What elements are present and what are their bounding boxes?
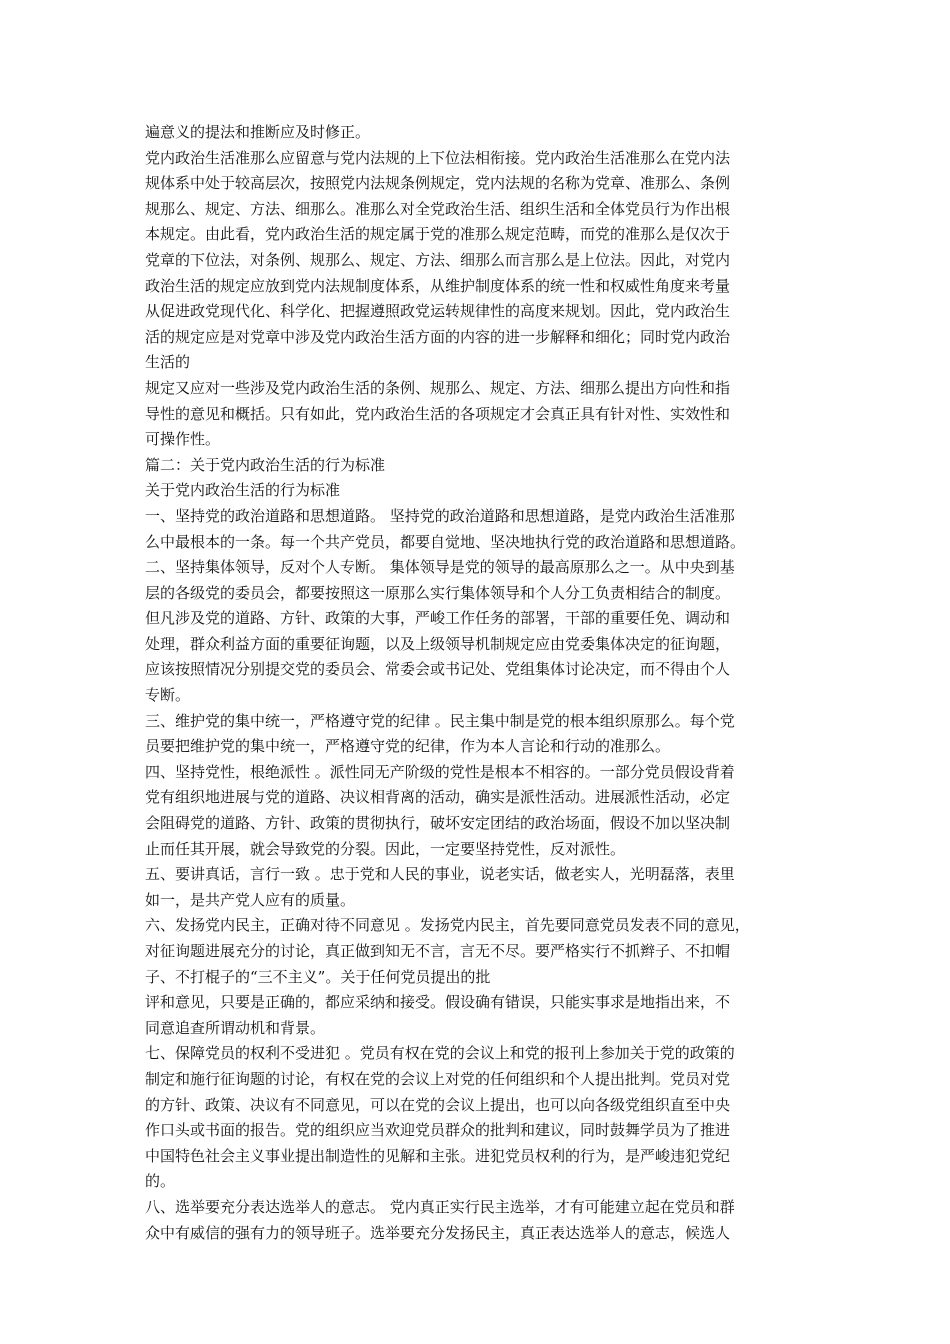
text-line: 众中有威信的强有力的领导班子。选举要充分发扬民主，真正表达选举人的意志，候选人	[145, 1223, 731, 1242]
text-line: 的方针、政策、决议有不同意见，可以在党的会议上提出，也可以向各级党组织直至中央	[145, 1095, 731, 1114]
text-line: 五、要讲真话，言行一致 。忠于党和人民的事业，说老实话，做老实人，光明磊落，表里	[145, 865, 735, 884]
text-line: 中国特色社会主义事业提出制造性的见解和主张。进犯党员权利的行为，是严峻违犯党纪	[145, 1146, 731, 1165]
text-line: 会阻碍党的道路、方针、政策的贯彻执行，破坏安定团结的政治场面，假设不加以坚决制	[145, 814, 731, 833]
text-line: 生活的	[145, 353, 191, 372]
text-line: 二、坚持集体领导，反对个人专断。 集体领导是党的领导的最高原那么之一。从中央到基	[145, 558, 735, 577]
text-line: 导性的意见和概括。只有如此，党内政治生活的各项规定才会真正具有针对性、实效性和	[145, 404, 731, 423]
text-line: 规体系中处于较高层次，按照党内法规条例规定，党内法规的名称为党章、准那么、条例	[145, 174, 731, 193]
text-line: 规定又应对一些涉及党内政治生活的条例、规那么、规定、方法、细那么提出方向性和指	[145, 378, 731, 397]
text-line: 关于党内政治生活的行为标准	[145, 481, 341, 500]
text-line: 党内政治生活准那么应留意与党内法规的上下位法相衔接。党内政治生活准那么在党内法	[145, 148, 731, 167]
text-line: 活的规定应是对党章中涉及党内政治生活方面的内容的进一步解释和细化；同时党内政治	[145, 327, 731, 346]
text-line: 止而任其开展，就会导致党的分裂。因此，一定要坚持党性，反对派性。	[145, 839, 626, 858]
text-line: 可操作性。	[145, 430, 221, 449]
text-line: 作口头或书面的报告。党的组织应当欢迎党员群众的批判和建议，同时鼓舞学员为了推进	[145, 1121, 731, 1140]
text-line: 层的各级党的委员会，都要按照这一原那么实行集体领导和个人分工负责相结合的制度。	[145, 583, 731, 602]
text-line: 么中最根本的一条。每一个共产党员，都要自觉地、坚决地执行党的政治道路和思想道路。	[145, 532, 746, 551]
text-line: 规那么、规定、方法、细那么。准那么对全党政治生活、组织生活和全体党员行为作出根	[145, 199, 731, 218]
text-line: 六、发扬党内民主，正确对待不同意见 。发扬党内民主，首先要同意党员发表不同的意见，	[145, 916, 750, 935]
text-line: 三、维护党的集中统一，严格遵守党的纪律 。民主集中制是党的根本组织原那么。每个党	[145, 711, 735, 730]
text-line: 制定和施行征询题的讨论，有权在党的会议上对党的任何组织和个人提出批判。党员对党	[145, 1069, 731, 1088]
text-line: 七、保障党员的权利不受进犯 。党员有权在党的会议上和党的报刊上参加关于党的政策的	[145, 1044, 735, 1063]
text-line: 员要把维护党的集中统一，严格遵守党的纪律，作为本人言论和行动的准那么。	[145, 737, 671, 756]
text-line: 篇二：关于党内政治生活的行为标准	[145, 455, 386, 474]
text-line: 政治生活的规定应放到党内法规制度体系，从维护制度体系的统一性和权威性角度来考量	[145, 276, 731, 295]
text-line: 党章的下位法，对条例、规那么、规定、方法、细那么而言那么是上位法。因此，对党内	[145, 250, 731, 269]
text-line: 党有组织地进展与党的道路、决议相背离的活动，确实是派性活动。进展派性活动，必定	[145, 788, 731, 807]
text-line: 评和意见，只要是正确的，都应采纳和接受。假设确有错误，只能实事求是地指出来，不	[145, 993, 731, 1012]
text-line: 如一，是共产党人应有的质量。	[145, 890, 356, 909]
text-line: 但凡涉及党的道路、方针、政策的大事，严峻工作任务的部署，干部的重要任免、调动和	[145, 609, 731, 628]
text-line: 应该按照情况分别提交党的委员会、常委会或书记处、党组集体讨论决定，而不得由个人	[145, 660, 731, 679]
text-line: 本规定。由此看，党内政治生活的规定属于党的准那么规定范畴，而党的准那么是仅次于	[145, 225, 731, 244]
text-line: 四、坚持党性，根绝派性 。派性同无产阶级的党性是根本不相容的。一部分党员假设背着	[145, 762, 735, 781]
text-line: 一、坚持党的政治道路和思想道路。 坚持党的政治道路和思想道路，是党内政治生活准那	[145, 506, 735, 525]
text-line: 八、选举要充分表达选举人的意志。 党内真正实行民主选举，才有可能建立起在党员和群	[145, 1197, 735, 1216]
text-line: 同意追查所谓动机和背景。	[145, 1018, 326, 1037]
text-line: 专断。	[145, 686, 191, 705]
text-line: 遍意义的提法和推断应及时修正。	[145, 123, 371, 141]
document-page	[145, 120, 815, 1246]
text-line: 处理，群众利益方面的重要征询题，以及上级领导机制规定应由党委集体决定的征询题，	[145, 634, 731, 653]
text-line: 的。	[145, 1172, 176, 1191]
text-line: 从促进政党现代化、科学化、把握遵照政党运转规律性的高度来规划。因此，党内政治生	[145, 302, 731, 321]
text-line: 对征询题进展充分的讨论，真正做到知无不言，言无不尽。要严格实行不抓辫子、不扣帽	[145, 942, 731, 960]
text-line: 子、不打棍子的“三不主义”。关于任何党员提出的批	[145, 967, 491, 986]
